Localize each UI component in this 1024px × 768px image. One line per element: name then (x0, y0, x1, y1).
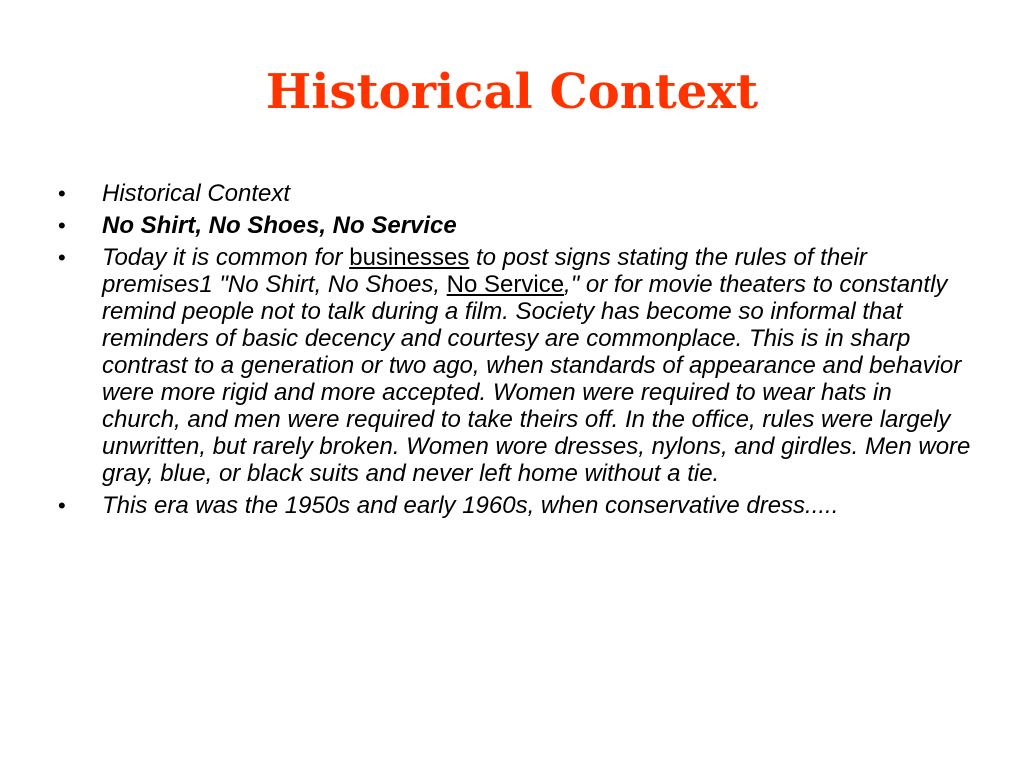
bullet-dot-icon: • (58, 493, 66, 518)
bullet-text-part: ," or for movie theaters to constantly remind people not to talk during a film. Society has become so informal that reminders of basic decency and courtesy are commonplace. This is in sharp contrast to a generation or two ago, when standards of appearance and behavior were more rigid and more accepted. Women were required to wear hats in church, and men were required to take theirs off. In the office, rules were largely unwritten, but rarely broken. Women wore dresses, nylons, and girdles. Men wore gray, blue, or black suits and never left home without a tie. (102, 271, 971, 487)
bullet-item (0, 492, 1024, 519)
bullet-dot-icon: • (58, 213, 66, 238)
no-service-link[interactable]: No Service (446, 271, 565, 298)
bullet-text: No Shirt, No Shoes, No Service (102, 212, 457, 239)
bullet-text: Historical Context (102, 180, 291, 207)
bullet-item (0, 244, 1024, 487)
bullet-text: This era was the 1950s and early 1960s, when conservative dress..... (102, 492, 839, 519)
bullet-text-part: to post signs stating the rules of their premises1 "No Shirt, No Shoes, (102, 244, 867, 298)
bullet-dot-icon: • (58, 181, 66, 206)
bullet-item (0, 212, 1024, 239)
slide-title: Historical Context (265, 64, 759, 120)
bullet-list (0, 180, 1024, 524)
bullet-text-part: Today it is common for (102, 244, 350, 271)
bullet-item (0, 180, 1024, 207)
businesses-link[interactable]: businesses (349, 244, 470, 271)
bullet-dot-icon: • (58, 245, 66, 270)
